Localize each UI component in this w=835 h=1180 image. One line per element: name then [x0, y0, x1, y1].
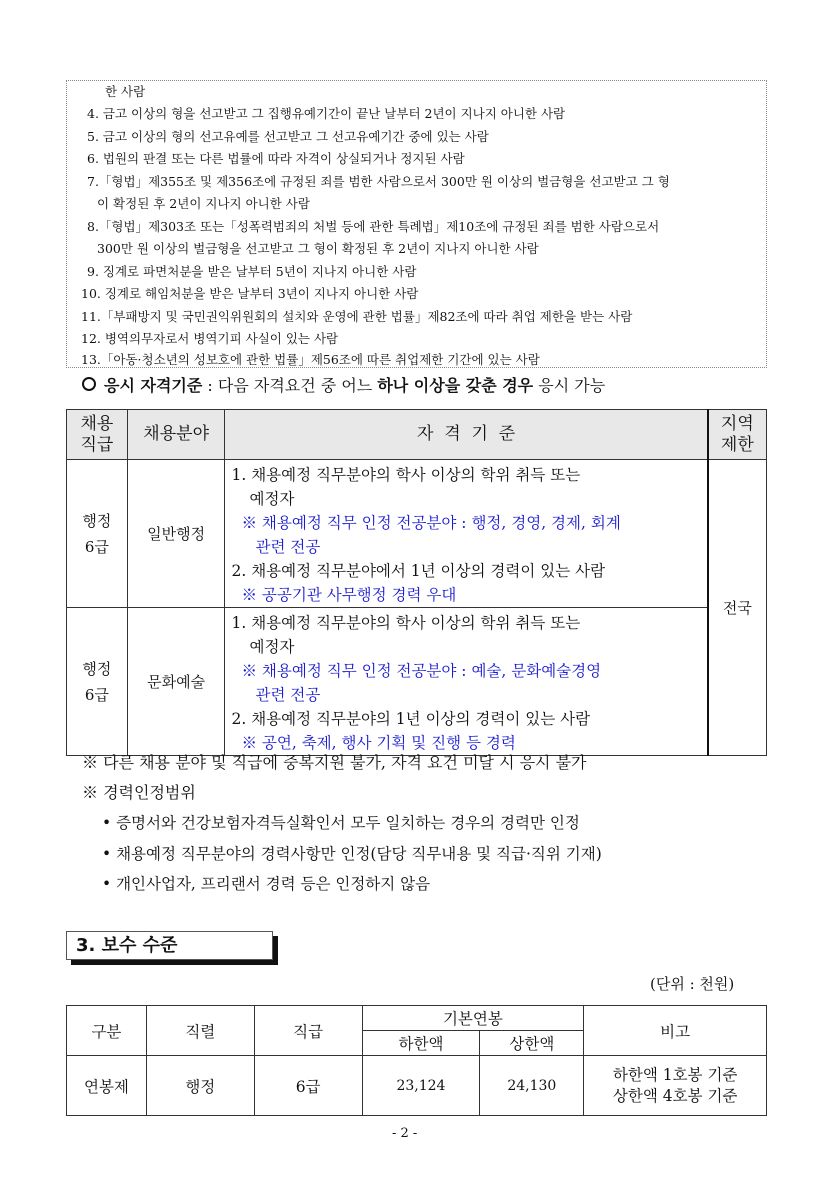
req-degree: 1. 채용예정 직무분야의 학사 이상의 학위 취득 또는 — [231, 614, 581, 632]
header-remark: 비고 — [584, 1006, 767, 1056]
row-grade: 행정 6급 — [67, 608, 128, 756]
disqualification-line: 11.「부패방지 및 국민권익위원회의 설치와 운영에 관한 법률」제82조에 따라 취업 제한을 받는 사람 — [81, 309, 633, 324]
pay-row — [67, 1056, 767, 1116]
header-criteria: 자 격 기 준 — [225, 410, 708, 460]
pay-remark-max: 상한액 4호봉 기준 — [612, 1086, 738, 1105]
row-criteria — [225, 460, 708, 608]
row-field: 일반행정 — [127, 460, 225, 608]
pay-remark — [584, 1056, 767, 1116]
experience-bullet: • 채용예정 직무분야의 경력사항만 인정(담당 직무내용 및 직급·직위 기재) — [102, 845, 602, 863]
qualification-heading-strong: 응시 자격기준 — [104, 376, 203, 395]
header-series: 직렬 — [146, 1006, 254, 1056]
region-cell: 전국 — [708, 460, 767, 756]
disqualification-line: 한 사람 — [105, 84, 146, 99]
header-region: 지역 제한 — [708, 410, 767, 460]
qualification-heading-text: : 다음 자격요건 중 어느 — [202, 376, 378, 395]
pay-max: 24,130 — [480, 1056, 584, 1116]
req-preference: ※ 공연, 축제, 행사 기획 및 진행 등 경력 — [241, 734, 516, 752]
disqualification-line: 이 확정된 후 2년이 지나지 아니한 사람 — [97, 196, 310, 211]
pay-header-row — [67, 1006, 767, 1031]
req-major-cont: 관련 전공 — [255, 538, 321, 556]
header-grade: 채용 직급 — [67, 410, 128, 460]
header-grade: 직급 — [254, 1006, 362, 1056]
header-field: 채용분야 — [127, 410, 225, 460]
req-major: ※ 채용예정 직무 인정 전공분야 : 예술, 문화예술경영 — [241, 662, 602, 680]
experience-scope-note: ※ 경력인정범위 — [82, 783, 196, 802]
disqualification-line: 300만 원 이상의 벌금형을 선고받고 그 형이 확정된 후 2년이 지나지 아니한 사람 — [97, 241, 539, 256]
disqualification-list-box — [66, 80, 767, 368]
qualification-heading — [82, 373, 605, 396]
req-degree-cont: 예정자 — [249, 490, 295, 508]
pay-table — [66, 1005, 767, 1116]
disqualification-line: 5. 금고 이상의 형의 선고유예를 선고받고 그 선고유예기간 중에 있는 사람 — [87, 129, 489, 144]
qualification-heading-emphasis: 하나 이상을 갖춘 경우 — [377, 376, 534, 395]
disqualification-line: 10. 징계로 해임처분을 받은 날부터 3년이 지나지 아니한 사람 — [81, 286, 419, 301]
disqualification-line: 7.「형법」제355조 및 제356조에 규정된 죄를 범한 사람으로서 300만 원 이상의 벌금형을 선고받고 그 형 — [87, 174, 670, 189]
disqualification-line: 13.「아동·청소년의 성보호에 관한 법률」제56조에 따른 취업제한 기간에 있는 사람 — [81, 352, 540, 367]
req-degree: 1. 채용예정 직무분야의 학사 이상의 학위 취득 또는 — [231, 466, 581, 484]
unit-label: (단위 : 천원) — [650, 975, 735, 993]
row-field: 문화예술 — [127, 608, 225, 756]
qualification-table-header — [67, 410, 767, 460]
header-max: 상한액 — [480, 1031, 584, 1056]
duplicate-application-note: ※ 다른 채용 분야 및 직급에 중복지원 불가, 자격 요건 미달 시 응시 불가 — [82, 753, 587, 772]
req-experience: 2. 채용예정 직무분야에서 1년 이상의 경력이 있는 사람 — [231, 562, 606, 580]
pay-grade: 6급 — [254, 1056, 362, 1116]
disqualification-line: 9. 징계로 파면처분을 받은 날부터 5년이 지나지 아니한 사람 — [87, 264, 417, 279]
qualification-table — [66, 409, 767, 756]
circle-bullet-icon — [82, 377, 96, 391]
req-experience: 2. 채용예정 직무분야의 1년 이상의 경력이 있는 사람 — [231, 710, 591, 728]
req-major-cont: 관련 전공 — [255, 686, 321, 704]
req-preference: ※ 공공기관 사무행정 경력 우대 — [241, 586, 457, 604]
pay-remark-min: 하한액 1호봉 기준 — [612, 1065, 738, 1084]
pay-min: 23,124 — [362, 1056, 480, 1116]
row-criteria — [225, 608, 708, 756]
experience-bullet: • 증명서와 건강보험자격득실확인서 모두 일치하는 경우의 경력만 인정 — [102, 814, 580, 832]
pay-series: 행정 — [146, 1056, 254, 1116]
disqualification-line: 8.「형법」제303조 또는「성폭력범죄의 처벌 등에 관한 특례법」제10조에 규정된 죄를 범한 사람으로서 — [87, 219, 660, 234]
disqualification-line: 4. 금고 이상의 형을 선고받고 그 집행유예기간이 끝난 날부터 2년이 지나지 아니한 사람 — [87, 106, 566, 121]
qualification-row — [67, 460, 767, 608]
row-grade: 행정 6급 — [67, 460, 128, 608]
header-base-salary: 기본연봉 — [362, 1006, 584, 1031]
pay-category: 연봉제 — [67, 1056, 147, 1116]
req-major: ※ 채용예정 직무 인정 전공분야 : 행정, 경영, 경제, 회계 — [241, 514, 621, 532]
page-number: - 2 - — [392, 1126, 418, 1141]
disqualification-line: 12. 병역의무자로서 병역기피 사실이 있는 사람 — [81, 331, 339, 346]
section-title-pay: 3. 보수 수준 — [66, 931, 273, 960]
qualification-row — [67, 608, 767, 756]
disqualification-line: 6. 법원의 판결 또는 다른 법률에 따라 자격이 상실되거나 정지된 사람 — [87, 151, 465, 166]
req-degree-cont: 예정자 — [249, 638, 295, 656]
header-min: 하한액 — [362, 1031, 480, 1056]
header-category: 구분 — [67, 1006, 147, 1056]
qualification-heading-tail: 응시 가능 — [533, 376, 606, 395]
experience-bullet: • 개인사업자, 프리랜서 경력 등은 인정하지 않음 — [102, 875, 431, 893]
